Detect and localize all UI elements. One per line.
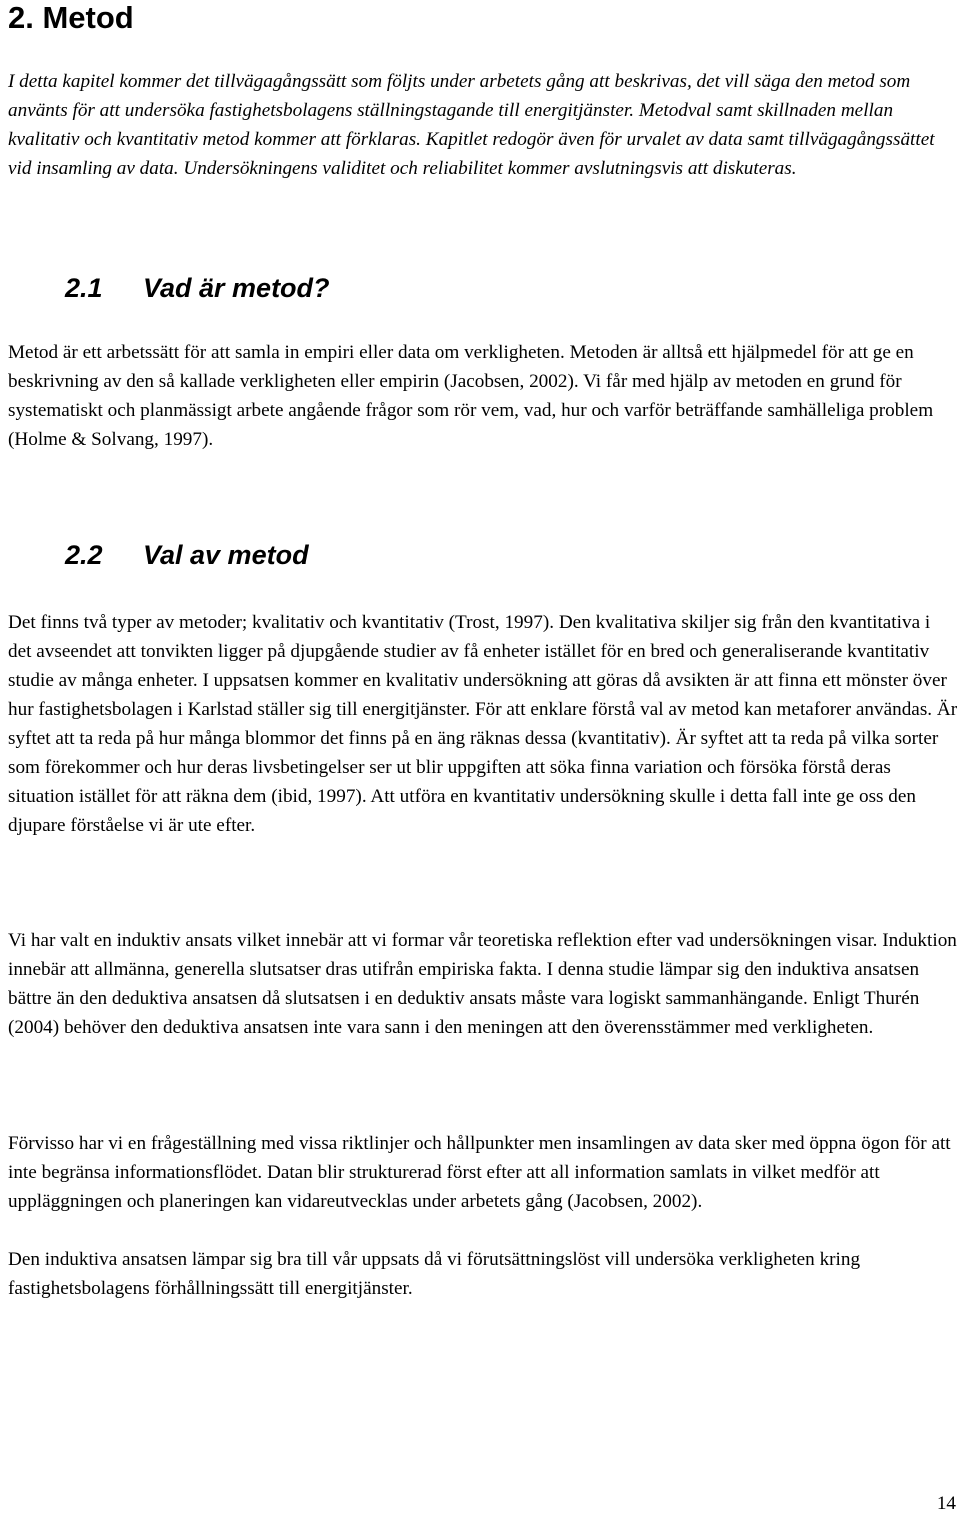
section-heading-2-1	[65, 272, 330, 304]
section-title: Vad är metod?	[143, 273, 330, 303]
page-number: 14	[936, 1493, 956, 1514]
section-title: Val av metod	[143, 540, 309, 570]
section-number: 2.1	[65, 273, 103, 303]
body-paragraph: Den induktiva ansatsen lämpar sig bra till vår uppsats då vi förutsättningslöst vill undersöka verkligheten kring fastighetsbolagens förhållningssätt till energitjänster.	[8, 1249, 861, 1299]
section-heading-2-2	[65, 539, 309, 571]
body-paragraph: Förvisso har vi en frågeställning med vissa riktlinjer och hållpunkter men insamlingen av data sker med öppna ögon för att inte begränsa informationsflödet. Datan blir strukturerad först efter att all information samlats in vilket medför att uppläggningen och planeringen kan vidareutvecklas under arbetets gång (Jacobsen, 2002).	[8, 1133, 951, 1212]
body-paragraph: Vi har valt en induktiv ansats vilket innebär att vi formar vår teoretiska reflektion efter vad undersökningen visar. Induktion innebär att allmänna, generella slutsatser dras utifrån empiriska fakta. I denna studie lämpar sig den induktiva ansatsen bättre än den deduktiva ansatsen då slutsatsen i en deduktiv ansats måste vara logiskt sammanhängande. Enligt Thurén (2004) behöver den deduktiva ansatsen inte vara sann i den meningen att den överensstämmer med verkligheten.	[8, 930, 957, 1038]
body-paragraph: Metod är ett arbetssätt för att samla in empiri eller data om verkligheten. Metoden är alltså ett hjälpmedel för att ge en beskrivning av den så kallade verkligheten eller empirin (Jacobsen, 2002). Vi får med hjälp av metoden en grund för systematiskt och planmässigt arbete angående frågor som rör vem, vad, hur och varför beträffande samhälleliga problem (Holme & Solvang, 1997).	[8, 342, 934, 450]
body-paragraph: Det finns två typer av metoder; kvalitativ och kvantitativ (Trost, 1997). Den kvalitativa skiljer sig från den kvantitativa i det avseendet att tonvikten ligger på djupgående studier av få enheter istället för en bred och generaliserande kvantitativ studie av många enheter. I uppsatsen kommer en kvalitativ undersökning att göras då avsikten är att finna ett mönster över hur fastighetsbolagen i Karlstad ställer sig till energitjänster. För att enklare förstå val av metod kan metaforer användas. Är syftet att ta reda på hur många blommor det finns på en äng räknas dessa (kvantitativ). Är syftet att ta reda på vilka sorter som förekommer och hur deras livsbetingelser ser ut blir uppgiften att söka finna variation och försöka förstå deras situation istället för att räkna dem (ibid, 1997). Att utföra en kvantitativ undersökning skulle i detta fall inte ge oss den djupare förståelse vi är ute efter.	[8, 612, 958, 836]
section-number: 2.2	[65, 540, 103, 570]
intro-paragraph: I detta kapitel kommer det tillvägagångssätt som följts under arbetets gång att beskrivas, det vill säga den metod som använts för att undersöka fastighetsbolagens ställningstagande till energitjänster. Metodval samt skillnaden mellan kvalitativ och kvantitativ metod kommer att förklaras. Kapitlet redogör även för urvalet av data samt tillvägagångssättet vid insamling av data. Undersökningens validitet och reliabilitet kommer avslutningsvis att diskuteras.	[8, 71, 935, 179]
chapter-heading: 2. Metod	[8, 0, 134, 35]
